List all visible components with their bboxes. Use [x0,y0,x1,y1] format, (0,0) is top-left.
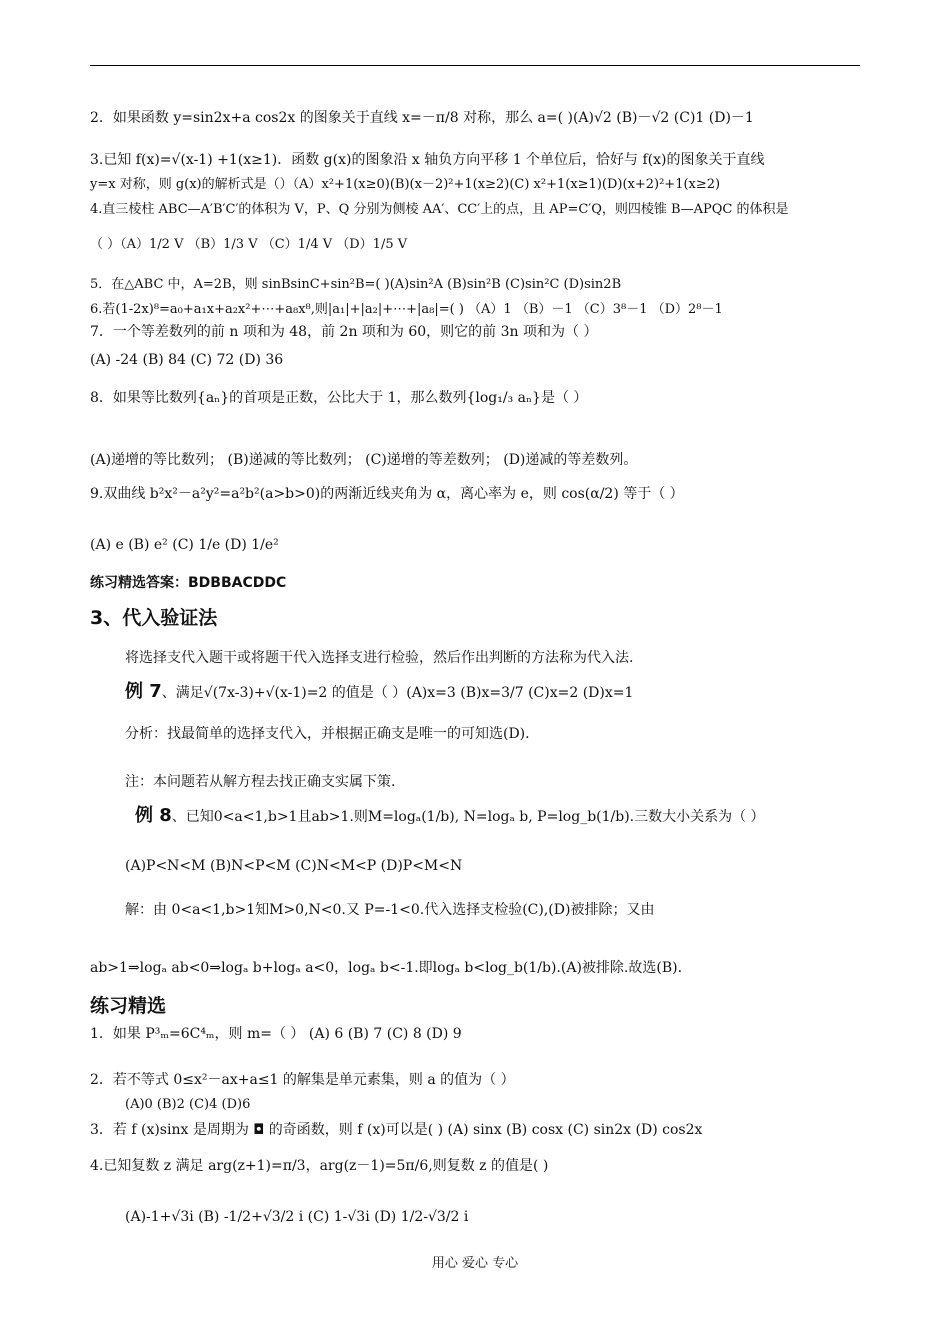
practice-2-options: (A)0 (B)2 (C)4 (D)6 [125,1097,251,1112]
example-7-analysis: 分析：找最简单的选择支代入，并根据正确支是唯一的可知选(D). [125,726,530,742]
practice-4-options: (A)-1+√3i (B) -1/2+√3/2 i (C) 1-√3i (D) 1/2-√3/2 i [125,1209,469,1225]
question-7: 7．一个等差数列的前 n 项和为 48，前 2n 项和为 60，则它的前 3n 项和为（ ） [90,324,598,340]
page-footer: 用心 爱心 专心 [431,1256,519,1271]
section-3-intro: 将选择支代入题干或将题干代入选择支进行检验，然后作出判断的方法称为代入法. [125,650,634,666]
question-8-options: (A)递增的等比数列； (B)递减的等比数列； (C)递增的等差数列； (D)递减的等差数列。 [90,452,638,468]
question-8: 8．如果等比数列{aₙ}的首项是正数，公比大于 1，那么数列{log₁/₃ aₙ}是（ ） [90,390,588,406]
question-4-line1: 4.直三棱柱 ABC—A′B′C′的体积为 V，P、Q 分别为侧棱 AA′、CC′上的点，且 AP=C′Q，则四棱锥 B—APQC 的体积是 [90,202,789,217]
example-7-text: 、满足√(7x-3)+√(x-1)=2 的值是（ ）(A)x=3 (B)x=3/7 (C)x=2 (D)x=1 [161,685,634,701]
question-9-options: (A) e (B) e² (C) 1/e (D) 1/e² [90,537,279,553]
question-5: 5．在△ABC 中，A=2B，则 sinBsinC+sin²B=( )(A)sin²A (B)sin²B (C)sin²C (D)sin2B [90,277,622,292]
example-8 [135,806,915,827]
question-9: 9.双曲线 b²x²－a²y²=a²b²(a>b>0)的两渐近线夹角为 α，离心率为 e，则 cos(α/2) 等于（ ） [90,486,684,502]
question-4-options: （ ）（A）1/2 V （B）1/3 V （C）1/4 V （D）1/5 V [90,237,408,252]
example-8-solution-2: ab>1⇒logₐ ab<0⇒logₐ b+logₐ a<0，logₐ b<-1.即logₐ b<log_b(1/b).(A)被排除.故选(B). [90,960,683,976]
question-7-options: (A) -24 (B) 84 (C) 72 (D) 36 [90,352,284,368]
practice-answers: 练习精选答案：BDBBACDDC [90,575,287,591]
header-rule [90,65,860,66]
example-7 [125,682,905,703]
example-7-label: 例 7 [125,681,162,702]
question-3-line1: 3.已知 f(x)=√(x-1) +1(x≥1)．函数 g(x)的图象沿 x 轴负方向平移 1 个单位后，恰好与 f(x)的图象关于直线 [90,152,765,168]
example-8-solution-1: 解：由 0<a<1,b>1知M>0,N<0.又 P=-1<0.代入选择支检验(C),(D)被排除；又由 [125,902,655,918]
practice-4: 4.已知复数 z 满足 arg(z+1)=π/3，arg(z－1)=5π/6,则复数 z 的值是( ) [90,1158,549,1174]
example-8-label: 例 8 [135,805,172,826]
section-3-title: 3、代入验证法 [90,607,218,629]
practice-3: 3．若 f (x)sinx 是周期为 ◘ 的奇函数，则 f (x)可以是( ) (A) sinx (B) cosx (C) sin2x (D) cos2x [90,1122,703,1138]
practice-title: 练习精选 [90,995,167,1017]
question-3-line2: y=x 对称，则 g(x)的解析式是（）（A）x²+1(x≥0)(B)(x－2)²+1(x≥2)(C) x²+1(x≥1)(D)(x+2)²+1(x≥2) [90,177,721,192]
practice-1: 1．如果 P³ₘ=6C⁴ₘ，则 m=（ ） (A) 6 (B) 7 (C) 8 (D) 9 [90,1026,462,1042]
example-7-note: 注：本问题若从解方程去找正确支实属下策. [125,774,396,790]
example-8-text: 、已知0<a<1,b>1且ab>1.则M=logₐ(1/b), N=logₐ b, P=log_b(1/b).三数大小关系为（ ） [171,809,765,825]
question-2: 2．如果函数 y=sin2x+a cos2x 的图象关于直线 x=－π/8 对称，那么 a=( )(A)√2 (B)－√2 (C)1 (D)－1 [90,110,754,126]
question-6: 6.若(1-2x)⁸=a₀+a₁x+a₂x²+⋯+a₈x⁸,则|a₁|+|a₂|+⋯+|a₈|=( ) （A）1 （B）－1 （C）3⁸－1 （D）2⁸－1 [90,302,723,317]
example-8-options: (A)P<N<M (B)N<P<M (C)N<M<P (D)P<M<N [125,858,463,874]
practice-2: 2．若不等式 0≤x²－ax+a≤1 的解集是单元素集，则 a 的值为（ ） [90,1072,515,1088]
